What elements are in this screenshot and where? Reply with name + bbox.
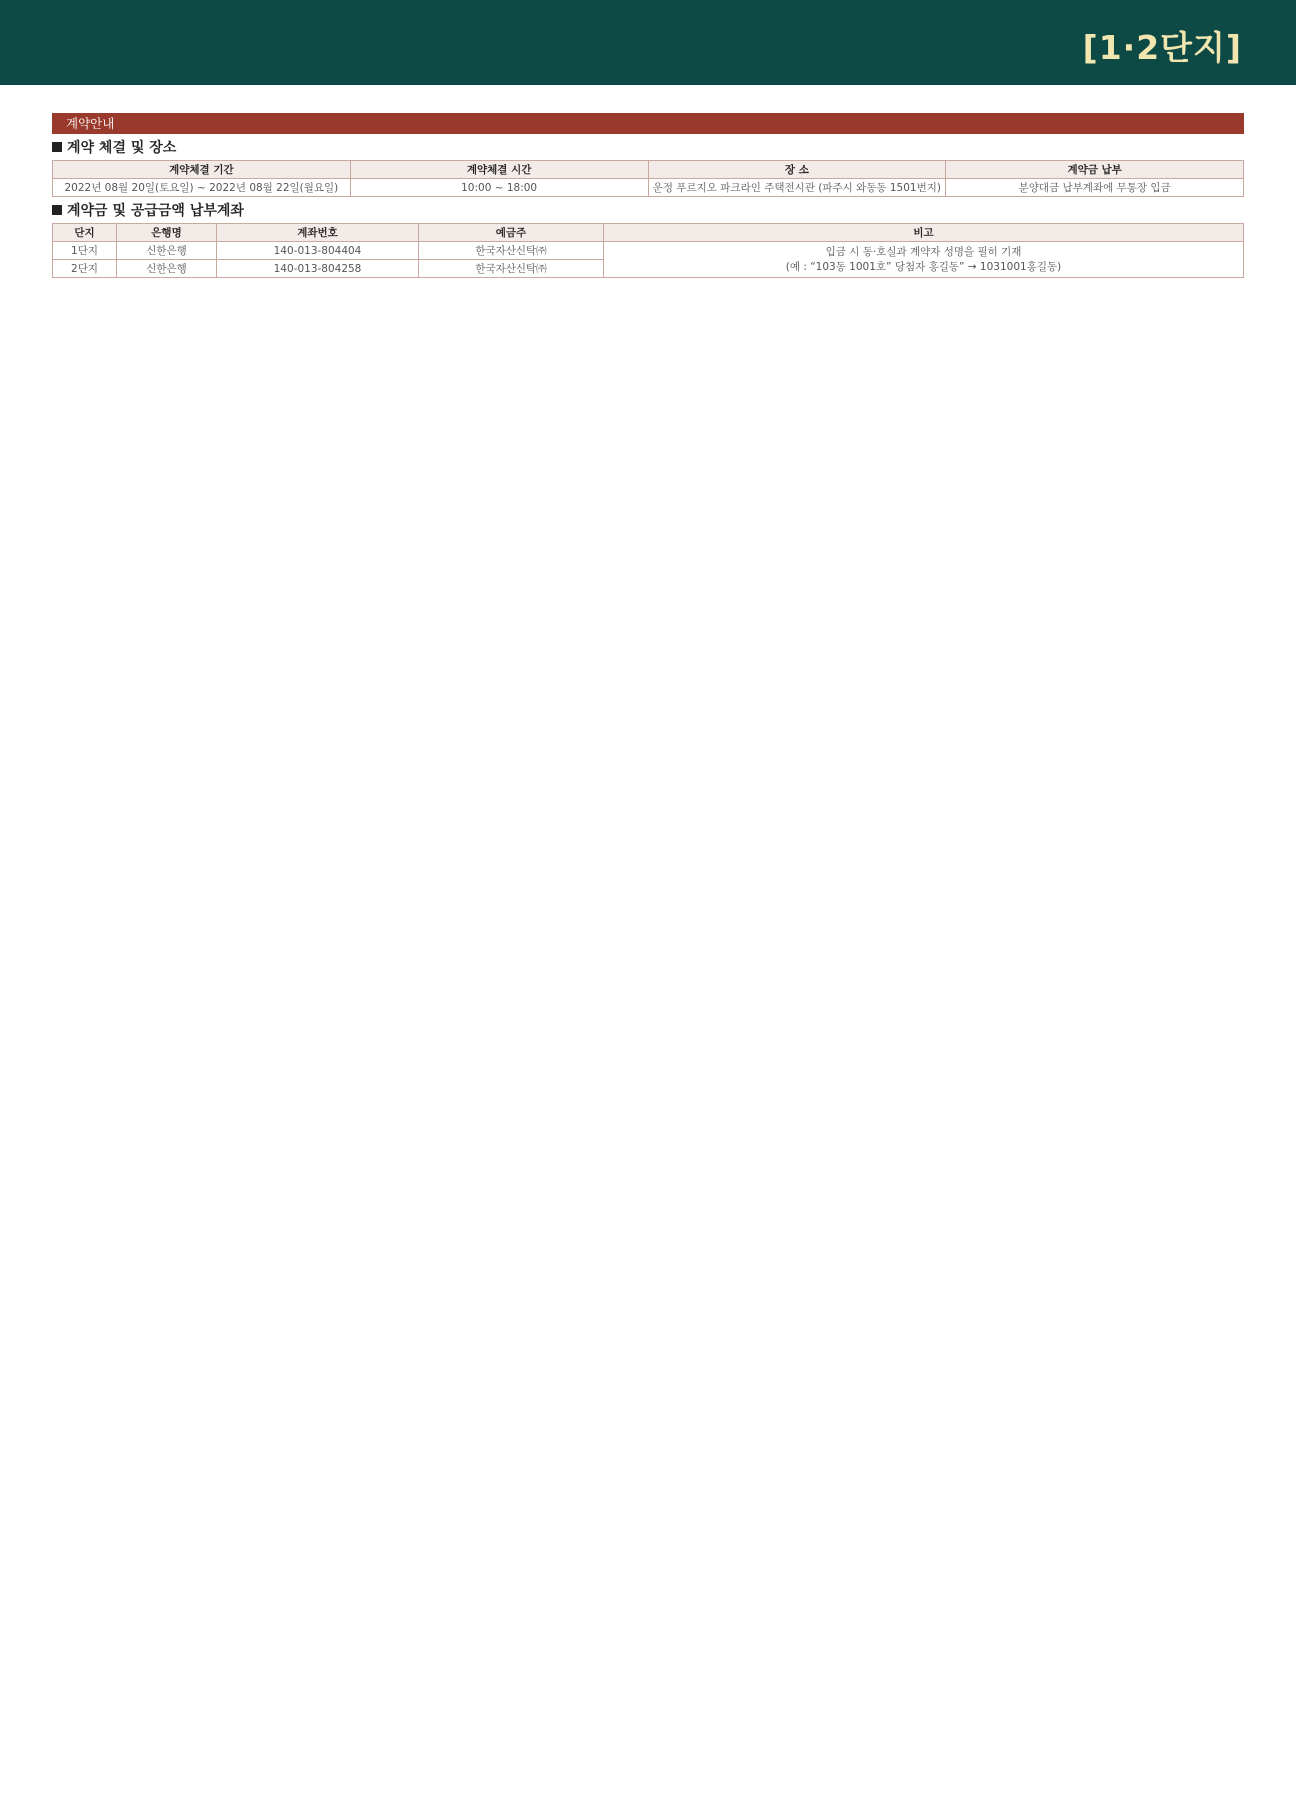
square-bullet-icon — [52, 205, 62, 215]
square-bullet-icon — [52, 142, 62, 152]
contract-place-heading: 계약 체결 및 장소 — [52, 139, 1244, 157]
payment-account-heading: 계약금 및 공급금액 납부계좌 — [52, 202, 1244, 220]
contract-place-table: 계약체결 기간 계약체결 시간 장 소 계약금 납부 2022년 08월 20일(토요일) ~ 2022년 08월 22일(월요일) 10:00 ~ 18:00 운정 푸르지오 파크라인 주택전시관 (파주시 와동동 1501번지) 분양대금 납부계좌에 무통장 입금 — [52, 160, 1244, 197]
complex-badge: [1·2단지] — [1082, 28, 1242, 67]
contract-section-bar: 계약안내 — [52, 113, 1244, 134]
payment-account-table: 단지 은행명 계좌번호 예금주 비고 1단지 신한은행 140-013-804404 한국자산신탁㈜ 입금 시 동·호실과 계약자 성명을 필히 기재 (예 : “103동 1001호” 당첨자 홍길동” → 1031001홍길동) 2단지 신한은행 140-013-804258 한국자산신탁㈜ — [52, 223, 1244, 278]
